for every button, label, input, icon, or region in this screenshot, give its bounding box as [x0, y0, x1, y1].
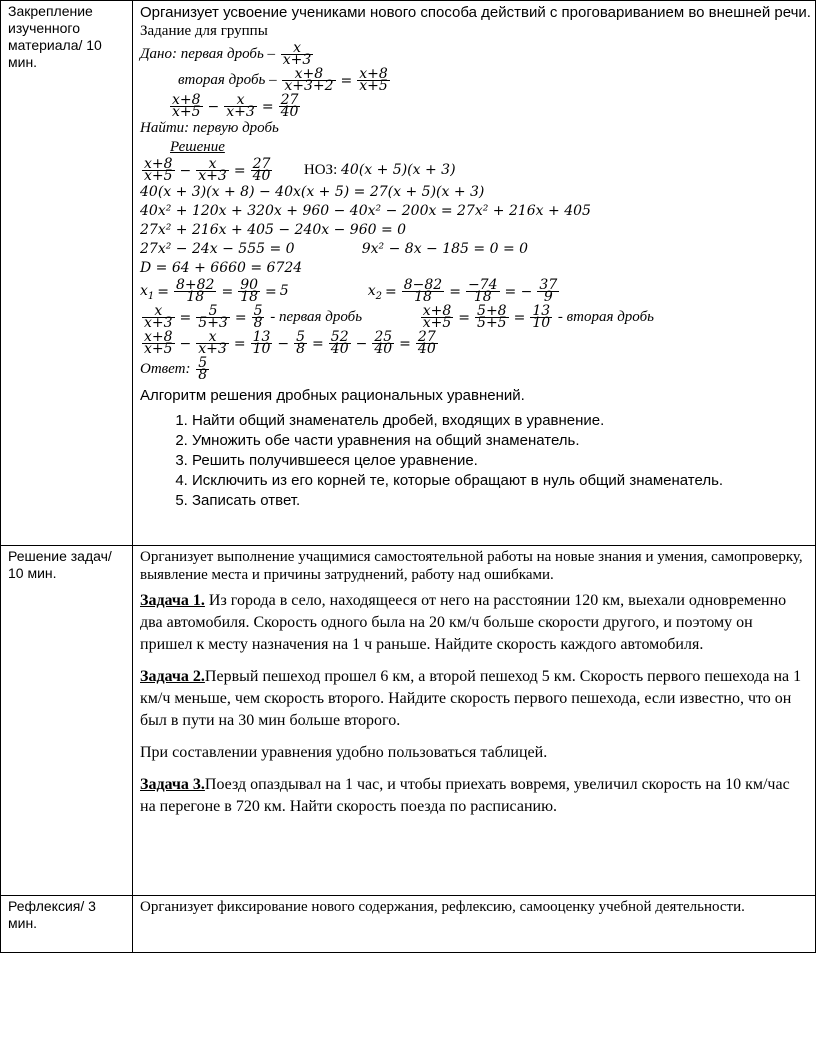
second-label: вторая дробь –: [178, 72, 277, 88]
stage-cell: Рефлексия/ 3 мин.: [1, 896, 133, 953]
fraction: $\frac{27}{40}$: [280, 92, 299, 121]
second-fraction-label: - вторая дробь: [557, 309, 654, 325]
fraction: $\frac{8-82}{18}$: [403, 277, 443, 306]
fraction: $\frac{25}{40}$: [374, 329, 393, 358]
fraction: $\frac{x+8}{x+5}$: [172, 92, 201, 121]
task-label: Задание для группы: [140, 23, 268, 39]
task-3: Задача 3.Поезд опаздывал на 1 час, и чтобы приехать вовремя, увеличил скорость на 10 км/час на перегоне в 720 км. Найти скорость поезда по расписанию.: [140, 776, 790, 815]
list-item: 5. Записать ответ.: [192, 491, 809, 511]
content-cell: [133, 1, 816, 546]
fraction: $\frac{13}{10}$: [252, 329, 271, 358]
first-fraction-label: - первая дробь: [270, 309, 363, 325]
table-row: [1, 546, 816, 896]
equation-line: 40(x + 3)(x + 8) − 40x(x + 5) = 27(x + 5)(x + 3): [140, 184, 485, 200]
fraction: $\frac{5}{8}$: [296, 329, 306, 358]
content-cell: [133, 896, 816, 953]
list-item: 3. Решить получившееся целое уравнение.: [192, 451, 809, 471]
given-label: Дано: первая дробь –: [140, 46, 276, 62]
fraction: $\frac{5+8}{5+5}$: [477, 303, 507, 332]
list-item: 2. Умножить обе части уравнения на общий знаменатель.: [192, 431, 809, 451]
given-line: [140, 41, 809, 67]
fraction: $\frac{x}{x+3}$: [226, 92, 255, 121]
stage-cell: Решение задач/ 10 мин.: [1, 546, 133, 896]
table-row: [1, 896, 816, 953]
table-hint: При составлении уравнения удобно пользоваться таблицей.: [140, 744, 548, 761]
intro-text: Организует выполнение учащимися самостоятельной работы на новые знания и умения, самопроверку, выявление места и причины затруднений, работу над ошибками.: [140, 549, 803, 583]
fraction: $\frac{8+82}{18}$: [176, 277, 215, 306]
fraction: $\frac{5}{5+3}$: [198, 303, 228, 332]
discriminant-line: D = 64 + 6660 = 6724: [140, 260, 303, 276]
fraction: $\frac{52}{40}$: [330, 329, 349, 358]
fraction: $\frac{x}{x+3}$: [198, 156, 227, 185]
fraction: $\frac{13}{10}$: [532, 303, 551, 332]
task-2: Задача 2.Первый пешеход прошел 6 км, а второй пешеход 5 км. Скорость первого пешехода на 1 км/ч меньше, чем скорость второго. Найдите скорость первого пешехода, если известно, что он был в пути на 30 мин больше второго.: [140, 668, 802, 729]
find-label: Найти: первую дробь: [140, 120, 279, 136]
roots-line: $x_1$ = $\frac{8+82}{18}$ = $\frac{90}{18}$ = 5 $x_2$ = $\frac{8-82}{18}$ = $\frac{-74}{18}$ = − $\frac{37}{9}$: [140, 277, 558, 306]
equation-line: 27x² + 216x + 405 − 240x − 960 = 0: [140, 222, 407, 238]
fraction: $\frac{x}{x+3}$: [144, 303, 173, 332]
solution-label: Решение: [170, 139, 225, 155]
list-item: 4. Исключить из его корней те, которые обращают в нуль общий знаменатель.: [192, 471, 809, 491]
fraction: $\frac{37}{9}$: [539, 277, 558, 306]
equation-line: $\frac{x+8}{x+5}$ − $\frac{x}{x+3}$ = $\frac{27}{40}$ НОЗ: 40(x + 5)(x + 3): [144, 156, 456, 185]
stage-cell: Закрепление изученного материала/ 10 мин.: [1, 1, 133, 546]
algorithm-list: [140, 411, 809, 511]
given-equation: $\frac{x+8}{x+5}$ − $\frac{x}{x+3}$ = $\frac{27}{40}$: [172, 92, 299, 121]
fraction: $\frac{27}{40}$: [417, 329, 436, 358]
fraction: $\frac{x}{x+3}$: [198, 329, 227, 358]
fraction: $\frac{5}{8}$: [253, 303, 263, 332]
equation-line: 27x² − 24x − 555 = 0 9x² − 8x − 185 = 0 = 0: [140, 241, 529, 257]
task-1: Задача 1. Из города в село, находящееся от него на расстоянии 120 км, выехали одновременно два автомобиля. Скорость одного была на 20 км/ч больше скорости другого, и поэтому он пришел к месту назначения на 1 ч раньше. Найдите скорость каждого автомобиля.: [140, 592, 787, 653]
fraction: $\frac{x+8}{x+5}$: [359, 66, 388, 95]
answer-line: [140, 356, 809, 382]
answer-label: Ответ:: [140, 361, 191, 377]
noz-expression: 40(x + 5)(x + 3): [341, 162, 456, 178]
content-cell: [133, 546, 816, 896]
fraction: $\frac{5}{8}$: [198, 355, 208, 384]
fraction: $\frac{x+8}{x+5}$: [144, 329, 173, 358]
second-line: вторая дробь – $\frac{x+8}{x+3+2}$ = $\frac{x+8}{x+5}$: [178, 66, 388, 95]
fraction: $\frac{27}{40}$: [252, 156, 271, 185]
fraction: $\frac{x+8}{x+5}$: [144, 156, 173, 185]
list-item: 1. Найти общий знаменатель дробей, входящих в уравнение.: [192, 411, 809, 431]
noz-label: НОЗ:: [303, 162, 338, 178]
fraction: $\frac{90}{18}$: [240, 277, 259, 306]
equation-line: 40x² + 120x + 320x + 960 − 40x² − 200x = 27x² + 216x + 405: [140, 203, 591, 219]
table-row: [1, 1, 816, 546]
fraction: $\frac{x+8}{x+3+2}$: [284, 66, 334, 95]
check-line: $\frac{x+8}{x+5}$ − $\frac{x}{x+3}$ = $\frac{13}{10}$ − $\frac{5}{8}$ = $\frac{52}{40}$ − $\frac{25}{40}$ = $\frac{27}{40}$: [144, 329, 436, 358]
fraction: $\frac{x+8}{x+5}$: [422, 303, 452, 332]
intro-text: Организует фиксирование нового содержания, рефлексию, самооценку учебной деятельности.: [140, 899, 745, 915]
algorithm-title: Алгоритм решения дробных рациональных уравнений.: [140, 387, 525, 404]
fraction: $\frac{x}{x+3}$: [282, 40, 312, 69]
intro-text: Организует усвоение учениками нового способа действий с проговариванием во внешней речи.: [140, 4, 811, 21]
fractions-line: $\frac{x}{x+3}$ = $\frac{5}{5+3}$ = $\frac{5}{8}$ - первая дробь $\frac{x+8}{x+5}$ = $\frac{5+8}{5+5}$ = $\frac{13}{10}$ - вторая дробь: [144, 303, 654, 332]
fraction: $\frac{-74}{18}$: [467, 277, 498, 306]
